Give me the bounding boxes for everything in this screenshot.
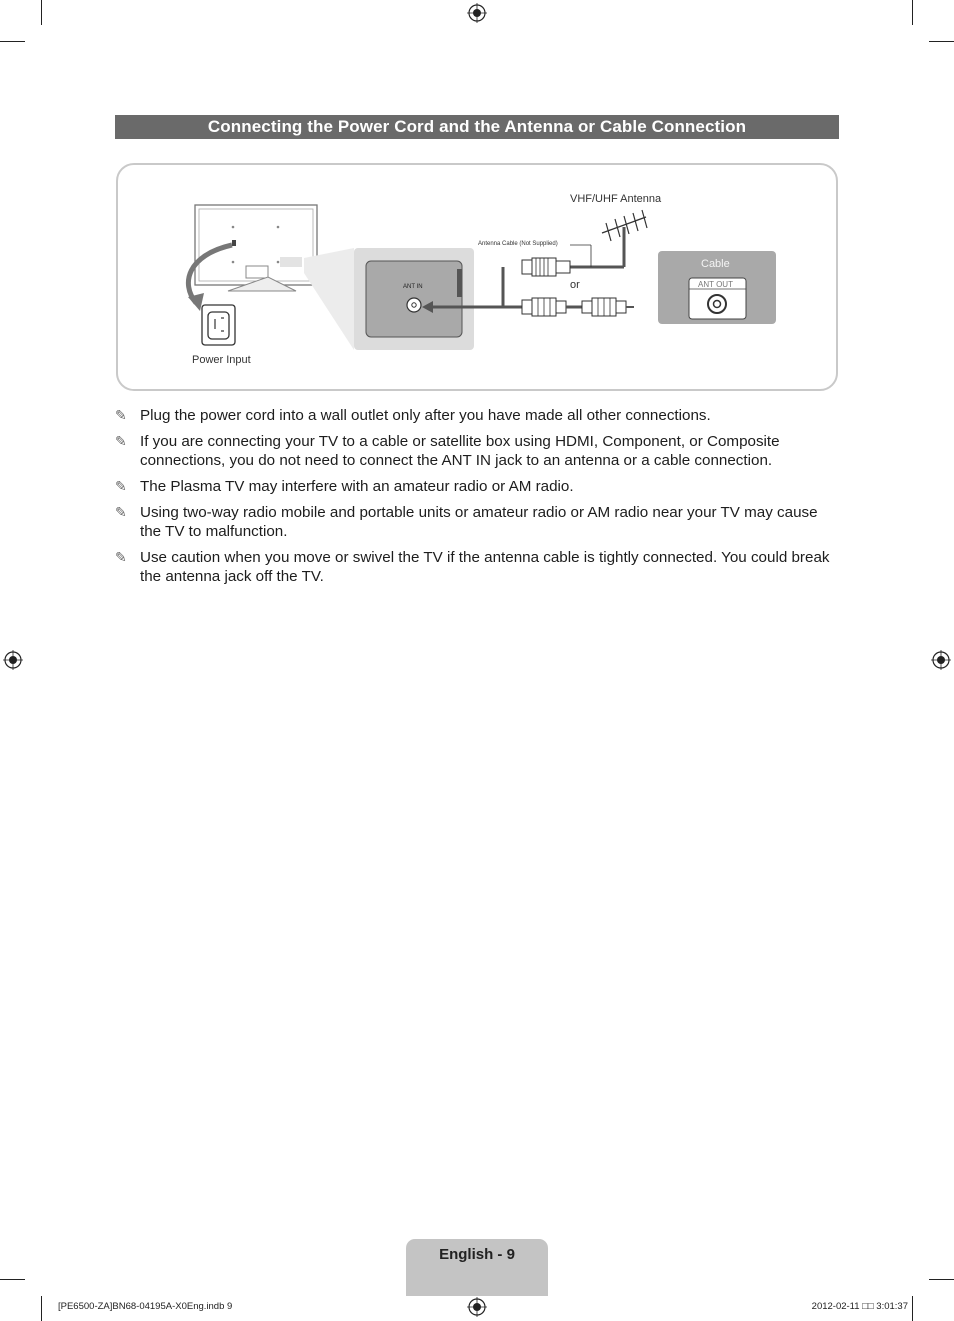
pencil-note-icon: ✎ xyxy=(115,504,127,520)
crop-mark xyxy=(929,1279,954,1280)
note-item xyxy=(115,432,839,470)
antenna-cable-label: Antenna Cable (Not Supplied) xyxy=(478,241,558,247)
coax-connector-icon xyxy=(522,258,570,276)
crop-mark xyxy=(41,0,42,25)
ant-out-label: ANT OUT xyxy=(698,280,733,289)
registration-mark-icon xyxy=(931,650,951,670)
note-item xyxy=(115,503,839,541)
registration-mark-icon xyxy=(467,3,487,23)
pencil-note-icon: ✎ xyxy=(115,549,127,565)
note-text: If you are connecting your TV to a cable or satellite box using HDMI, Component, or Composite connections, you do not need to connect the ANT IN jack to an antenna or a cable connection. xyxy=(140,433,780,469)
crop-mark xyxy=(929,41,954,42)
section-title: Connecting the Power Cord and the Antenna or Cable Connection xyxy=(115,115,839,139)
note-text: The Plasma TV may interfere with an amateur radio or AM radio. xyxy=(140,478,574,495)
file-info: [PE6500-ZA]BN68-04195A-X0Eng.indb 9 xyxy=(58,1301,233,1312)
note-item xyxy=(115,548,839,586)
page-number: English - 9 xyxy=(439,1246,515,1263)
registration-mark-icon xyxy=(3,650,23,670)
power-input-label: Power Input xyxy=(192,354,251,366)
crop-mark xyxy=(0,1279,25,1280)
note-text: Plug the power cord into a wall outlet only after you have made all other connections. xyxy=(140,407,711,424)
note-item xyxy=(115,406,839,425)
pencil-note-icon: ✎ xyxy=(115,407,127,423)
registration-mark-icon xyxy=(467,1297,487,1317)
notes-list xyxy=(115,406,839,593)
cable-label: Cable xyxy=(701,258,730,270)
note-item xyxy=(115,477,839,496)
antenna-label: VHF/UHF Antenna xyxy=(570,193,662,205)
crop-mark xyxy=(41,1296,42,1321)
power-input-socket-icon xyxy=(202,305,235,345)
crop-mark xyxy=(912,0,913,25)
tv-back-illustration xyxy=(195,205,317,291)
note-text: Using two-way radio mobile and portable units or amateur radio or AM radio near your TV may cause the TV to malfunction. xyxy=(140,504,818,540)
vhf-uhf-antenna-icon xyxy=(570,210,647,267)
print-timestamp: 2012-02-11 □□ 3:01:37 xyxy=(811,1301,908,1312)
or-label: or xyxy=(570,279,580,291)
pencil-note-icon: ✎ xyxy=(115,478,127,494)
coax-cable-icon xyxy=(503,298,634,316)
note-text: Use caution when you move or swivel the TV if the antenna cable is tightly connected. You could break the antenna jack off the TV. xyxy=(140,549,830,585)
ant-in-label: ANT IN xyxy=(403,284,423,290)
ant-in-jack-icon xyxy=(407,298,421,312)
crop-mark xyxy=(912,1296,913,1321)
crop-mark xyxy=(0,41,25,42)
connection-diagram xyxy=(116,163,838,391)
pencil-note-icon: ✎ xyxy=(115,433,127,449)
